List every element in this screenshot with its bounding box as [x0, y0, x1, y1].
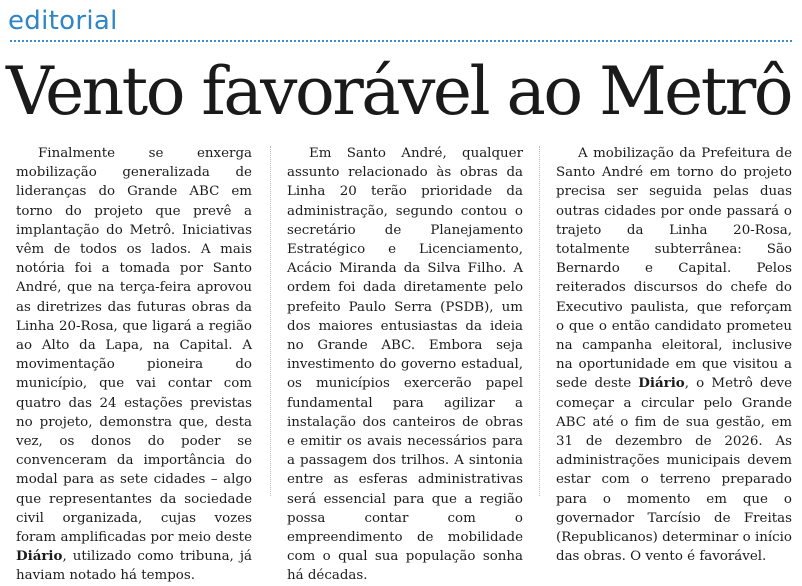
column-3-newspaper-name: Diário [638, 375, 685, 392]
article-column-1 [16, 144, 252, 586]
section-label: editorial [8, 6, 118, 36]
section-divider [10, 40, 792, 42]
column-2-paragraph: Em Santo André, qualquer assunto relacionado às obras da Linha 20 terão prioridade da administração, segundo contou o secretário de Planejamento Estratégico e Licenciamento, Acácio Miranda da Silva Filho. A ordem foi dada diretamente pelo prefeito Paulo Serra (PSDB), um dos maiores entusiastas da ideia no Grande ABC. Embora seja investimento do governo estadual, os municípios exercerão papel fundamental para agilizar a instalação dos canteiros de obras e emitir os avais necessários para a passagem dos trilhos. A sintonia entre as esferas administrativas será essencial para que a região possa contar com o empreendimento de mobilidade com o qual sua população sonha há décadas. [287, 146, 523, 584]
column-1-text-after: , utilizado como tribuna, já haviam notado há tempos. [16, 549, 252, 584]
column-1-newspaper-name: Diário [16, 548, 63, 565]
column-3-paragraph [556, 144, 792, 566]
column-1-paragraph [16, 144, 252, 586]
column-divider-2 [539, 146, 540, 496]
article-headline: Vento favorável ao Metrô [6, 53, 792, 130]
column-divider-1 [270, 146, 271, 496]
column-3-text-before: A mobilização da Prefeitura de Santo André em torno do projeto precisa ser seguida pelas duas outras cidades por onde passará o trajeto da Linha 20-Rosa, totalmente subterrânea: São Bernardo e Capital. Pelos reiterados discursos do chefe do Executivo paulista, que reforçam o que o então candidato prometeu na campanha eleitoral, inclusive na oportunidade em que visitou a sede deste [556, 146, 792, 392]
column-3-text-after: , o Metrô deve começar a circular pelo Grande ABC até o fim de sua gestão, em 31 de dezembro de 2026. As administrações municipais devem estar com o terreno preparado para o momento em que o governador Tarcísio de Freitas (Republicanos) determinar o início das obras. O vento é favorável. [556, 376, 792, 565]
article-column-2 [287, 144, 523, 586]
article-column-3 [556, 144, 792, 566]
column-1-text-before: Finalmente se enxerga mobilização generalizada de lideranças do Grande ABC em torno do projeto que prevê a implantação do Metrô. Iniciativas vêm de todos os lados. A mais notória foi a tomada por Santo André, que na terça-feira aprovou as diretrizes das futuras obras da Linha 20-Rosa, que ligará a região ao Alto da Lapa, na Capital. A movimentação pioneira do município, que vai contar com quatro das 24 estações previstas no projeto, demonstra que, desta vez, os donos do poder se convenceram da importância do modal para as sete cidades – algo que representantes da sociedade civil organizada, cujas vozes foram amplificadas por meio deste [16, 146, 252, 546]
